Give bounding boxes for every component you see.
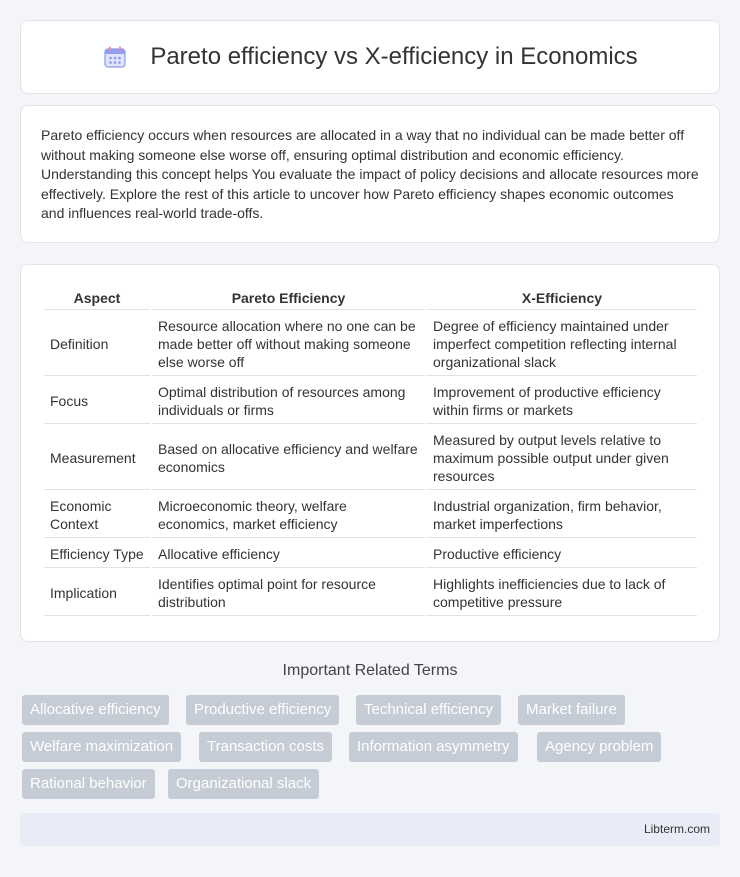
row-pareto-value: Resource allocation where no one can be made better off without making someone else worse off (152, 312, 425, 376)
table-row (44, 540, 697, 568)
row-aspect: Definition (44, 312, 150, 376)
tag-organizational-slack[interactable]: Organizational slack (168, 769, 319, 799)
tag-transaction-costs[interactable]: Transaction costs (199, 732, 332, 762)
row-x-efficiency-value: Highlights inefficiencies due to lack of competitive pressure (427, 570, 697, 616)
row-x-efficiency-value: Productive efficiency (427, 540, 697, 568)
column-header-aspect: Aspect (44, 287, 150, 310)
intro-text: Pareto efficiency occurs when resources are allocated in a way that no individual can be made better off without making someone else worse off, ensuring optimal distribution and economic efficiency. Understanding this concept helps You evaluate the impact of policy decisions and allocate resources more effectively. Explore the rest of this article to uncover how Pareto efficiency shapes economic outcomes and influences real-world trade-offs. (41, 127, 699, 221)
table-header-row (44, 287, 697, 310)
intro-card (20, 105, 720, 243)
table-row (44, 492, 697, 538)
row-x-efficiency-value: Degree of efficiency maintained under imperfect competition reflecting internal organizational slack (427, 312, 697, 376)
table-row (44, 426, 697, 490)
tag-rational-behavior[interactable]: Rational behavior (22, 769, 155, 799)
footer (20, 813, 720, 846)
calendar-icon (102, 44, 128, 70)
column-header-x-efficiency: X-Efficiency (427, 287, 697, 310)
tag-market-failure[interactable]: Market failure (518, 695, 625, 725)
table-row (44, 378, 697, 424)
row-aspect: Implication (44, 570, 150, 616)
comparison-table-card (20, 264, 720, 642)
tag-technical-efficiency[interactable]: Technical efficiency (356, 695, 501, 725)
row-pareto-value: Microeconomic theory, welfare economics, market efficiency (152, 492, 425, 538)
tag-allocative-efficiency[interactable]: Allocative efficiency (22, 695, 169, 725)
table-row (44, 570, 697, 616)
table-row (44, 312, 697, 376)
row-x-efficiency-value: Measured by output levels relative to maximum possible output under given resources (427, 426, 697, 490)
tag-agency-problem[interactable]: Agency problem (537, 732, 661, 762)
row-pareto-value: Identifies optimal point for resource distribution (152, 570, 425, 616)
row-pareto-value: Optimal distribution of resources among individuals or firms (152, 378, 425, 424)
comparison-table (42, 285, 699, 618)
row-x-efficiency-value: Improvement of productive efficiency within firms or markets (427, 378, 697, 424)
page-title: Pareto efficiency vs X-efficiency in Economics (150, 43, 638, 70)
header-card (20, 20, 720, 94)
row-aspect: Focus (44, 378, 150, 424)
tag-information-asymmetry[interactable]: Information asymmetry (349, 732, 518, 762)
row-aspect: Measurement (44, 426, 150, 490)
related-terms-title: Important Related Terms (282, 662, 458, 679)
row-aspect: Efficiency Type (44, 540, 150, 568)
tag-productive-efficiency[interactable]: Productive efficiency (186, 695, 339, 725)
tag-welfare-maximization[interactable]: Welfare maximization (22, 732, 181, 762)
column-header-pareto: Pareto Efficiency (152, 287, 425, 310)
row-pareto-value: Based on allocative efficiency and welfare economics (152, 426, 425, 490)
footer-site-link[interactable]: Libterm.com (643, 822, 710, 836)
row-pareto-value: Allocative efficiency (152, 540, 425, 568)
row-x-efficiency-value: Industrial organization, firm behavior, market imperfections (427, 492, 697, 538)
row-aspect: Economic Context (44, 492, 150, 538)
